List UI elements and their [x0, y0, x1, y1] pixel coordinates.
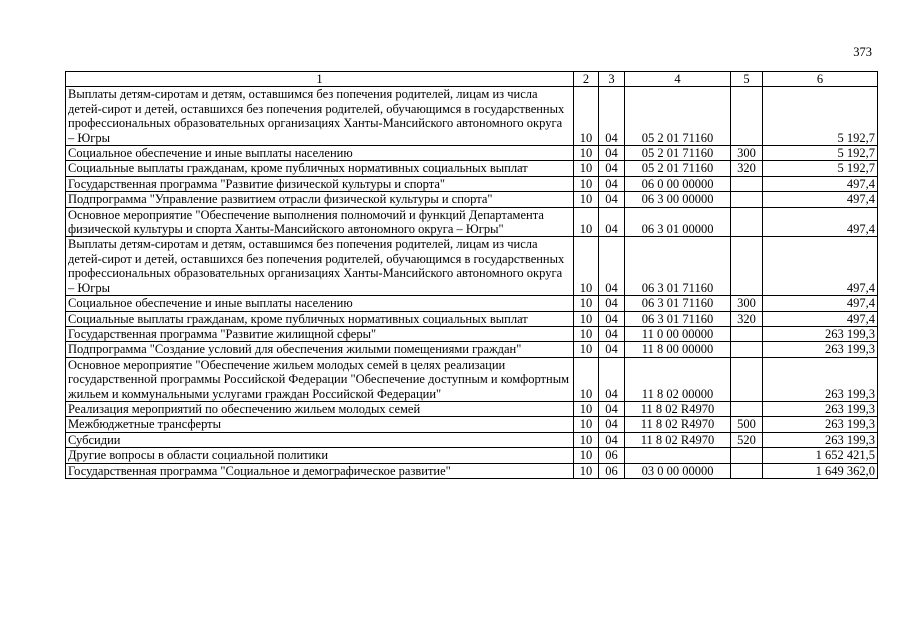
row-name: Основное мероприятие "Обеспечение выполнения полномочий и функций Департамента физической культуры и спорта Ханты-Мансийского автономного округа – Югры"	[66, 207, 574, 237]
table-row	[66, 176, 878, 191]
row-expense-type	[731, 207, 763, 237]
header-col-5: 5	[731, 72, 763, 87]
table-row	[66, 207, 878, 237]
table-row	[66, 417, 878, 432]
row-amount: 5 192,7	[763, 146, 878, 161]
row-target-code: 05 2 01 71160	[625, 87, 731, 146]
row-subsection: 04	[599, 417, 625, 432]
row-subsection: 04	[599, 326, 625, 341]
row-target-code: 06 0 00 00000	[625, 176, 731, 191]
row-section: 10	[574, 176, 599, 191]
row-subsection: 04	[599, 207, 625, 237]
table-row	[66, 146, 878, 161]
row-target-code: 06 3 01 00000	[625, 207, 731, 237]
row-section: 10	[574, 192, 599, 207]
row-name: Подпрограмма "Создание условий для обеспечения жилыми помещениями граждан"	[66, 342, 574, 357]
row-section: 10	[574, 237, 599, 296]
row-subsection: 04	[599, 311, 625, 326]
header-row	[66, 72, 878, 87]
row-expense-type	[731, 176, 763, 191]
row-amount: 263 199,3	[763, 401, 878, 416]
page-number: 373	[853, 45, 872, 59]
row-amount: 5 192,7	[763, 87, 878, 146]
row-target-code: 11 8 00 00000	[625, 342, 731, 357]
row-subsection: 04	[599, 87, 625, 146]
table-row	[66, 326, 878, 341]
row-amount: 263 199,3	[763, 342, 878, 357]
row-section: 10	[574, 417, 599, 432]
row-expense-type	[731, 401, 763, 416]
row-subsection: 04	[599, 401, 625, 416]
table-row	[66, 357, 878, 401]
row-name: Подпрограмма "Управление развитием отрасли физической культуры и спорта"	[66, 192, 574, 207]
row-subsection: 06	[599, 448, 625, 463]
row-name: Государственная программа "Развитие физической культуры и спорта"	[66, 176, 574, 191]
header-col-1: 1	[66, 72, 574, 87]
row-name: Другие вопросы в области социальной политики	[66, 448, 574, 463]
header-col-4: 4	[625, 72, 731, 87]
row-name: Социальные выплаты гражданам, кроме публичных нормативных социальных выплат	[66, 311, 574, 326]
row-subsection: 04	[599, 432, 625, 447]
row-section: 10	[574, 207, 599, 237]
row-target-code: 11 8 02 R4970	[625, 432, 731, 447]
row-subsection: 04	[599, 296, 625, 311]
row-name: Социальные выплаты гражданам, кроме публичных нормативных социальных выплат	[66, 161, 574, 176]
row-name: Выплаты детям-сиротам и детям, оставшимся без попечения родителей, лицам из числа детей-сирот и детей, оставшихся без попечения родителей, обучающимся в государственных профессиональных образовательных организациях Ханты-Мансийского автономного округа – Югры	[66, 87, 574, 146]
row-target-code: 11 8 02 00000	[625, 357, 731, 401]
row-subsection: 04	[599, 146, 625, 161]
row-expense-type	[731, 463, 763, 478]
row-amount: 497,4	[763, 192, 878, 207]
row-target-code: 06 3 00 00000	[625, 192, 731, 207]
row-name: Социальное обеспечение и иные выплаты населению	[66, 296, 574, 311]
row-name: Социальное обеспечение и иные выплаты населению	[66, 146, 574, 161]
row-amount: 263 199,3	[763, 417, 878, 432]
row-expense-type	[731, 357, 763, 401]
row-amount: 497,4	[763, 296, 878, 311]
header-col-3: 3	[599, 72, 625, 87]
table-row	[66, 401, 878, 416]
header-col-6: 6	[763, 72, 878, 87]
row-section: 10	[574, 448, 599, 463]
row-amount: 497,4	[763, 311, 878, 326]
row-amount: 1 652 421,5	[763, 448, 878, 463]
header-col-2: 2	[574, 72, 599, 87]
table-row	[66, 448, 878, 463]
row-subsection: 04	[599, 357, 625, 401]
row-target-code: 11 8 02 R4970	[625, 401, 731, 416]
row-section: 10	[574, 401, 599, 416]
row-name: Государственная программа "Социальное и демографическое развитие"	[66, 463, 574, 478]
table-row	[66, 237, 878, 296]
row-target-code: 06 3 01 71160	[625, 311, 731, 326]
row-amount: 497,4	[763, 237, 878, 296]
row-subsection: 04	[599, 192, 625, 207]
table-row	[66, 192, 878, 207]
row-section: 10	[574, 311, 599, 326]
row-section: 10	[574, 432, 599, 447]
row-section: 10	[574, 463, 599, 478]
row-section: 10	[574, 326, 599, 341]
row-section: 10	[574, 357, 599, 401]
row-expense-type: 520	[731, 432, 763, 447]
budget-table	[65, 71, 878, 479]
row-target-code: 11 8 02 R4970	[625, 417, 731, 432]
row-name: Выплаты детям-сиротам и детям, оставшимся без попечения родителей, лицам из числа детей-сирот и детей, оставшихся без попечения родителей, обучающимся в государственных профессиональных образовательных организациях Ханты-Мансийского автономного округа – Югры	[66, 237, 574, 296]
row-expense-type: 320	[731, 161, 763, 176]
row-expense-type: 300	[731, 296, 763, 311]
table-row	[66, 342, 878, 357]
row-expense-type	[731, 342, 763, 357]
row-target-code: 05 2 01 71160	[625, 146, 731, 161]
row-name: Основное мероприятие "Обеспечение жильем молодых семей в целях реализации государственной программы Российской Федерации "Обеспечение доступным и комфортным жильем и коммунальными услугами граждан Российской Федерации"	[66, 357, 574, 401]
row-amount: 1 649 362,0	[763, 463, 878, 478]
row-subsection: 04	[599, 237, 625, 296]
row-name: Государственная программа "Развитие жилищной сферы"	[66, 326, 574, 341]
row-target-code: 06 3 01 71160	[625, 296, 731, 311]
row-expense-type	[731, 87, 763, 146]
row-target-code: 06 3 01 71160	[625, 237, 731, 296]
table-row	[66, 463, 878, 478]
row-amount: 263 199,3	[763, 357, 878, 401]
row-target-code: 11 0 00 00000	[625, 326, 731, 341]
table-row	[66, 87, 878, 146]
row-expense-type	[731, 326, 763, 341]
table-row	[66, 432, 878, 447]
table-row	[66, 161, 878, 176]
row-section: 10	[574, 342, 599, 357]
row-expense-type	[731, 192, 763, 207]
row-section: 10	[574, 87, 599, 146]
table-body	[66, 87, 878, 479]
row-subsection: 04	[599, 342, 625, 357]
row-expense-type: 320	[731, 311, 763, 326]
row-name: Реализация мероприятий по обеспечению жильем молодых семей	[66, 401, 574, 416]
row-section: 10	[574, 146, 599, 161]
row-expense-type: 300	[731, 146, 763, 161]
row-target-code	[625, 448, 731, 463]
row-target-code: 05 2 01 71160	[625, 161, 731, 176]
row-name: Субсидии	[66, 432, 574, 447]
table-row	[66, 296, 878, 311]
row-section: 10	[574, 296, 599, 311]
row-amount: 497,4	[763, 207, 878, 237]
row-expense-type	[731, 237, 763, 296]
row-amount: 5 192,7	[763, 161, 878, 176]
table-header	[66, 72, 878, 87]
row-expense-type	[731, 448, 763, 463]
row-amount: 497,4	[763, 176, 878, 191]
row-section: 10	[574, 161, 599, 176]
row-amount: 263 199,3	[763, 432, 878, 447]
row-target-code: 03 0 00 00000	[625, 463, 731, 478]
row-subsection: 06	[599, 463, 625, 478]
row-amount: 263 199,3	[763, 326, 878, 341]
table-row	[66, 311, 878, 326]
row-subsection: 04	[599, 176, 625, 191]
row-subsection: 04	[599, 161, 625, 176]
row-name: Межбюджетные трансферты	[66, 417, 574, 432]
row-expense-type: 500	[731, 417, 763, 432]
